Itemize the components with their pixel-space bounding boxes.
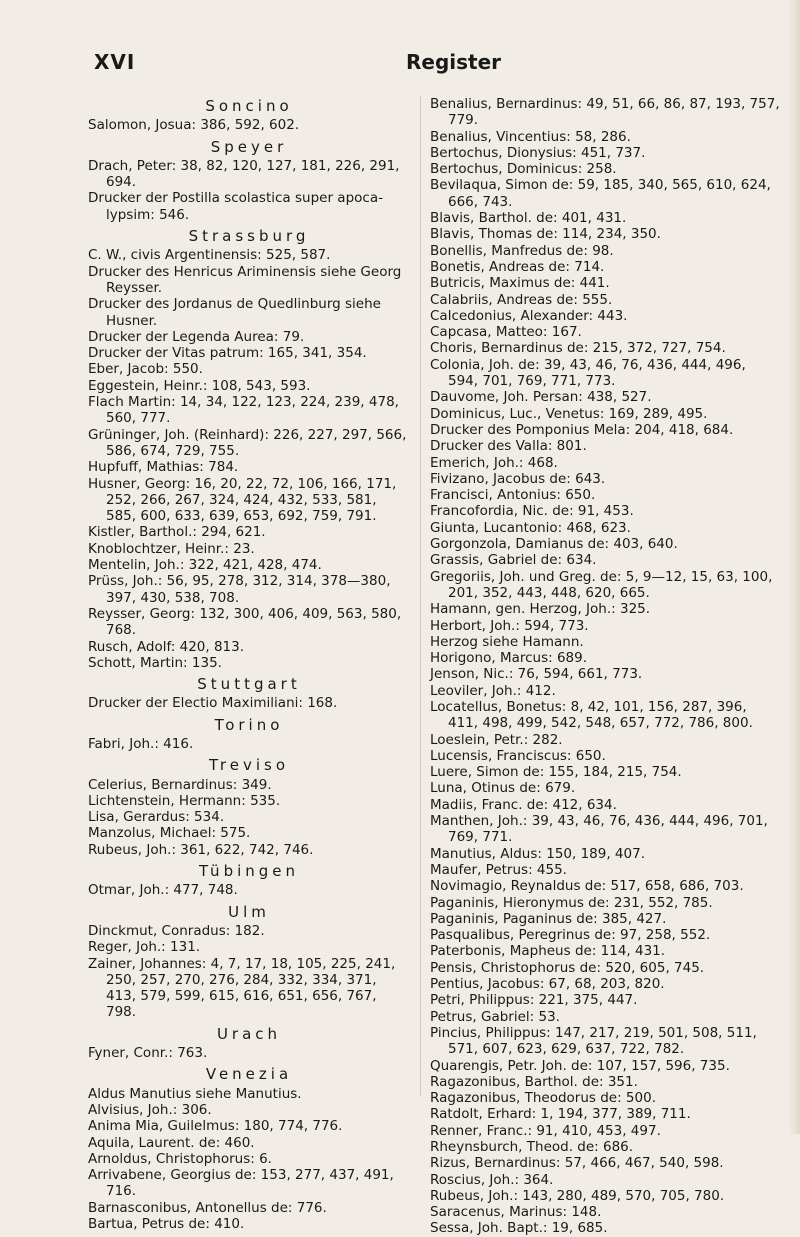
printer-entry: Drach, Peter: 38, 82, 120, 127, 181, 226, 291, 694. (88, 157, 400, 191)
printer-entry: Eber, Jacob: 550. (88, 361, 203, 378)
page-header (94, 50, 760, 76)
printer-entry: Saracenus, Marinus: 148. (430, 1204, 602, 1221)
printer-entry: Giunta, Lucantonio: 468, 623. (430, 519, 631, 536)
printer-entry: Dinckmut, Conradus: 182. (88, 922, 265, 939)
printer-entry: Rubeus, Joh.: 143, 280, 489, 570, 705, 780. (430, 1187, 725, 1204)
printer-entry: Manthen, Joh.: 39, 43, 46, 76, 436, 444, 496, 701, 769, 771. (430, 813, 768, 846)
printer-entry: Anima Mia, Guilelmus: 180, 774, 776. (88, 1118, 343, 1135)
printer-entry: Hamann, gen. Herzog, Joh.: 325. (430, 601, 651, 618)
page-edge-shadow (788, 0, 800, 1134)
printer-entry: Francofordia, Nic. de: 91, 453. (430, 503, 634, 520)
printer-entry: Blavis, Barthol. de: 401, 431. (430, 210, 627, 227)
right-column (430, 96, 780, 1237)
city-section (88, 676, 410, 712)
printer-entry: Fyner, Conr.: 763. (88, 1045, 208, 1062)
printer-entry: Petri, Philippus: 221, 375, 447. (430, 992, 638, 1009)
city-section (88, 228, 410, 671)
printer-entry: Calabriis, Andreas de: 555. (430, 291, 613, 308)
printer-entry: Pasqualibus, Peregrinus de: 97, 258, 552. (430, 927, 711, 944)
city-heading: Stuttgart (197, 675, 301, 694)
printer-entry: Mentelin, Joh.: 322, 421, 428, 474. (88, 557, 322, 574)
printer-entry: Roscius, Joh.: 364. (430, 1171, 554, 1188)
printer-entry: C. W., civis Argentinensis: 525, 587. (88, 247, 331, 264)
printer-entry: Alvisius, Joh.: 306. (88, 1101, 212, 1118)
printer-entry: Dauvome, Joh. Persan: 438, 527. (430, 389, 652, 406)
left-column (88, 96, 410, 1237)
printer-entry: Prüss, Joh.: 56, 95, 278, 312, 314, 378—380, 397, 430, 538, 708. (88, 573, 391, 606)
printer-entry: Manutius, Aldus: 150, 189, 407. (430, 845, 645, 862)
printer-entry: Arnoldus, Christophorus: 6. (88, 1150, 272, 1167)
printer-entry: Rusch, Adolf: 420, 813. (88, 638, 245, 655)
printer-entry: Leoviler, Joh.: 412. (430, 682, 556, 699)
city-section (88, 1026, 410, 1062)
printer-entry: Paterbonis, Mapheus de: 114, 431. (430, 943, 666, 960)
printer-entry: Paganinis, Hieronymus de: 231, 552, 785. (430, 894, 713, 911)
city-heading: Soncino (205, 97, 293, 115)
printer-entry: Bevilaqua, Simon de: 59, 185, 340, 565, 610, 624, 666, 743. (430, 177, 771, 210)
printer-entry: Husner, Georg: 16, 20, 22, 72, 106, 166, 171, 252, 266, 267, 324, 424, 432, 533, 581, 585, 600, 633, 639, 653, 692, 759, 791. (88, 475, 397, 525)
printer-entry: Bartua, Petrus de: 410. (88, 1216, 245, 1232)
printer-entry: Calcedonius, Alexander: 443. (430, 307, 628, 324)
city-section (88, 904, 410, 1021)
printer-entry: Reysser, Georg: 132, 300, 406, 409, 563, 580, 768. (88, 605, 402, 639)
printer-entry: Butricis, Maximus de: 441. (430, 275, 610, 292)
city-section (88, 139, 410, 223)
printer-entry: Pensis, Christophorus de: 520, 605, 745. (430, 959, 705, 976)
printer-entry: Knoblochtzer, Heinr.: 23. (88, 540, 255, 557)
printer-entry: Salomon, Josua: 386, 592, 602. (88, 117, 300, 134)
printer-entry: Grassis, Gabriel de: 634. (430, 552, 597, 569)
city-section (88, 757, 410, 858)
printer-entry: Schott, Martin: 135. (88, 654, 222, 671)
city-heading: Urach (216, 1024, 282, 1043)
printer-entry: Luna, Otinus de: 679. (430, 780, 576, 797)
printer-entry: Emerich, Joh.: 468. (430, 454, 558, 471)
page-number: XVI (94, 50, 136, 74)
printer-entry: Renner, Franc.: 91, 410, 453, 497. (430, 1122, 661, 1139)
printer-entry: Horigono, Marcus: 689. (430, 650, 588, 667)
city-section (88, 98, 410, 134)
city-heading: Treviso (208, 756, 290, 775)
printer-entry: Blavis, Thomas de: 114, 234, 350. (430, 226, 661, 243)
printer-entry: Celerius, Bernardinus: 349. (88, 776, 272, 793)
printer-entry: Drucker des Henricus Ariminensis siehe Georg Reysser. (88, 263, 402, 296)
printer-entry: Bonellis, Manfredus de: 98. (430, 242, 614, 259)
city-section (88, 863, 410, 899)
printer-entry: Benalius, Vincentius: 58, 286. (430, 128, 631, 145)
printer-entry: Fivizano, Jacobus de: 643. (430, 470, 606, 487)
printer-entry: Drucker des Valla: 801. (430, 438, 587, 455)
printer-entry: Reger, Joh.: 131. (88, 939, 201, 956)
printer-entry: Dominicus, Luc., Venetus: 169, 289, 495. (430, 405, 708, 422)
city-heading: Ulm (228, 902, 270, 921)
printer-entry: Quarengis, Petr. Joh. de: 107, 157, 596, 735. (430, 1057, 730, 1074)
city-section (88, 717, 410, 753)
city-heading: Strassburg (188, 227, 310, 246)
printer-entry: Gorgonzola, Damianus de: 403, 640. (430, 536, 678, 553)
printer-entry: Rubeus, Joh.: 361, 622, 742, 746. (88, 841, 314, 858)
printer-entry: Ragazonibus, Barthol. de: 351. (430, 1073, 638, 1090)
printer-entry: Bonetis, Andreas de: 714. (430, 258, 605, 275)
printer-entry: Bertochus, Dominicus: 258. (430, 161, 617, 178)
city-section (88, 1066, 410, 1232)
city-heading: Torino (214, 715, 284, 734)
city-heading: Speyer (210, 137, 288, 156)
printer-entry: Choris, Bernardinus de: 215, 372, 727, 754. (430, 340, 726, 357)
city-heading: Venezia (205, 1065, 293, 1084)
printer-entry: Pincius, Philippus: 147, 217, 219, 501, 508, 511, 571, 607, 623, 629, 637, 722, 782. (430, 1024, 757, 1058)
printer-entry: Fabri, Joh.: 416. (88, 735, 194, 752)
printer-entry: Drucker des Pomponius Mela: 204, 418, 684. (430, 421, 734, 438)
printer-entry: Kistler, Barthol.: 294, 621. (88, 524, 266, 541)
printer-entry: Aldus Manutius siehe Manutius. (88, 1085, 302, 1102)
printer-entry: Rheynsburch, Theod. de: 686. (430, 1139, 634, 1155)
printer-entry: Aquila, Laurent. de: 460. (88, 1134, 255, 1151)
printer-entry: Madiis, Franc. de: 412, 634. (430, 796, 617, 813)
printer-entry: Pentius, Jacobus: 67, 68, 203, 820. (430, 976, 665, 993)
printer-entry: Herzog siehe Hamann. (430, 633, 584, 650)
printer-entry: Drucker der Postilla scolastica super apoca-lypsim: 546. (88, 190, 383, 223)
printer-entry: Ratdolt, Erhard: 1, 194, 377, 389, 711. (430, 1106, 691, 1123)
printer-entry: Drucker des Jordanus de Quedlinburg siehe Husner. (88, 296, 381, 329)
printer-entry: Maufer, Petrus: 455. (430, 861, 567, 878)
printer-entry: Zainer, Johannes: 4, 7, 17, 18, 105, 225, 241, 250, 257, 270, 276, 284, 332, 334, 371, 413, 579, 599, 615, 616, 651, 656, 767, 798. (88, 955, 396, 1021)
printer-entry: Colonia, Joh. de: 39, 43, 46, 76, 436, 444, 496, 594, 701, 769, 771, 773. (430, 356, 746, 390)
printer-entry: Otmar, Joh.: 477, 748. (88, 882, 238, 899)
printer-entry: Locatellus, Bonetus: 8, 42, 101, 156, 287, 396, 411, 498, 499, 542, 548, 657, 772, 786, 800. (430, 698, 753, 732)
printer-entry: Jenson, Nic.: 76, 594, 661, 773. (430, 666, 643, 683)
printer-entry: Bertochus, Dionysius: 451, 737. (430, 144, 646, 161)
printer-entry: Benalius, Bernardinus: 49, 51, 66, 86, 87, 193, 757, 779. (430, 96, 780, 129)
printer-entry: Loeslein, Petr.: 282. (430, 731, 563, 748)
printer-entry: Sessa, Joh. Bapt.: 19, 685. (430, 1220, 608, 1237)
printer-entry: Lichtenstein, Hermann: 535. (88, 792, 281, 809)
printer-entry: Paganinis, Paganinus de: 385, 427. (430, 910, 667, 927)
printer-entry: Grüninger, Joh. (Reinhard): 226, 227, 297, 566, 586, 674, 729, 755. (88, 426, 407, 459)
printer-entry: Herbort, Joh.: 594, 773. (430, 617, 589, 634)
printer-entry: Ragazonibus, Theodorus de: 500. (430, 1090, 656, 1107)
printer-entry: Rizus, Bernardinus: 57, 466, 467, 540, 598. (430, 1155, 724, 1172)
printer-entry: Lisa, Gerardus: 534. (88, 809, 225, 826)
printer-entry: Barnasconibus, Antonellus de: 776. (88, 1199, 327, 1216)
printer-entry: Drucker der Vitas patrum: 165, 341, 354. (88, 345, 367, 362)
printer-entry: Novimagio, Reynaldus de: 517, 658, 686, 703. (430, 878, 744, 895)
printer-entry: Luere, Simon de: 155, 184, 215, 754. (430, 764, 682, 781)
printer-entry: Lucensis, Franciscus: 650. (430, 747, 606, 764)
printer-entry: Hupfuff, Mathias: 784. (88, 459, 239, 476)
printer-entry: Drucker der Legenda Aurea: 79. (88, 328, 305, 345)
printer-entry: Petrus, Gabriel: 53. (430, 1008, 560, 1025)
printer-entry: Manzolus, Michael: 575. (88, 825, 251, 842)
printer-entry: Drucker der Electio Maximiliani: 168. (88, 695, 338, 712)
printer-entry: Francisci, Antonius: 650. (430, 487, 596, 504)
printer-entry: Arrivabene, Georgius de: 153, 277, 437, 491, 716. (88, 1167, 394, 1200)
city-heading: Tübingen (198, 862, 300, 881)
printer-entry: Eggestein, Heinr.: 108, 543, 593. (88, 377, 311, 394)
printer-entry: Gregoriis, Joh. und Greg. de: 5, 9—12, 15, 63, 100, 201, 352, 443, 448, 620, 665. (430, 568, 773, 601)
printer-entry: Capcasa, Matteo: 167. (430, 324, 582, 341)
column-divider (420, 96, 421, 1096)
page-title: Register (406, 50, 502, 74)
printer-entry: Flach Martin: 14, 34, 122, 123, 224, 239, 478, 560, 777. (88, 394, 399, 427)
